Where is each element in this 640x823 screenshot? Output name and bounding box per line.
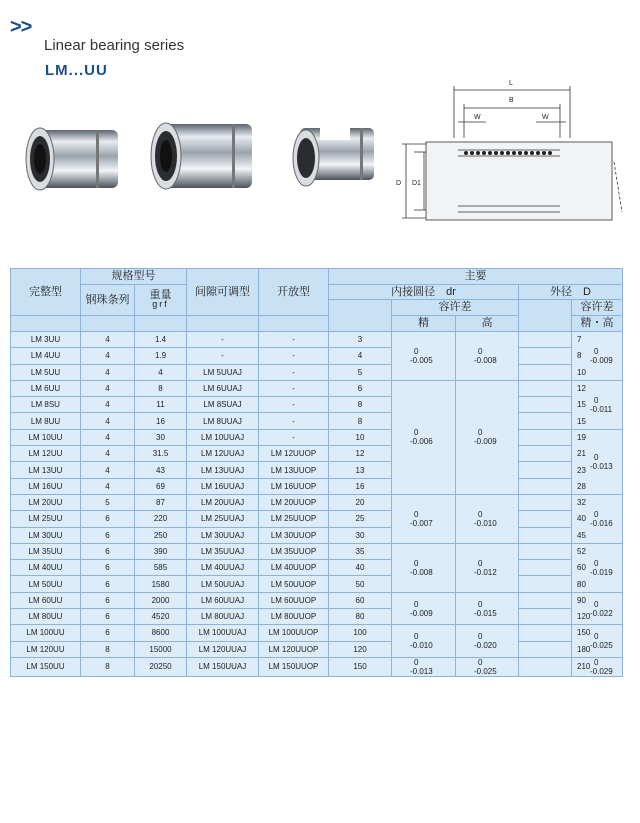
series-title: Linear bearing series xyxy=(44,37,185,54)
header-tolerance: 容许差 xyxy=(392,300,519,316)
cell-ball-rows: 4 xyxy=(81,413,135,429)
table-row xyxy=(11,397,623,413)
header-weight-blank xyxy=(135,316,187,332)
table-row xyxy=(11,494,623,510)
cell-ball-rows: 5 xyxy=(81,494,135,510)
cell-ball-rows: 4 xyxy=(81,429,135,445)
cell-model: LM 150UU xyxy=(11,657,81,676)
cell-adjustable-model: - xyxy=(187,332,259,348)
tol-upper: 0 xyxy=(414,509,419,519)
cell-inner-dia: 8 xyxy=(329,397,392,413)
tol-lower: -0.009 xyxy=(474,437,497,447)
table-row xyxy=(11,348,623,364)
tol-lower: -0.025 xyxy=(590,641,613,651)
header-open-type: 开放型 xyxy=(259,269,329,316)
cell-weight: 1.9 xyxy=(135,348,187,364)
header-adjustable: 间隙可调型 xyxy=(187,269,259,316)
table-row xyxy=(11,625,623,641)
cell-outer-dia: 32 xyxy=(519,494,572,510)
cell-model: LM 35UU xyxy=(11,543,81,559)
tol-upper: 0 xyxy=(594,632,599,642)
cell-ball-rows: 4 xyxy=(81,348,135,364)
cell-outer-dia: 180 xyxy=(519,641,572,657)
table-row xyxy=(11,511,623,527)
cell-outer-dia: 210 xyxy=(519,657,572,676)
cell-open-model: LM 25UUOP xyxy=(259,511,329,527)
cell-adjustable-model: LM 150UUAJ xyxy=(187,657,259,676)
section-arrows: >> xyxy=(10,16,32,38)
cell-weight: 69 xyxy=(135,478,187,494)
tol-upper: 0 xyxy=(478,599,483,609)
cell-adjustable-model: - xyxy=(187,348,259,364)
cell-open-model: - xyxy=(259,364,329,380)
cell-ball-rows: 8 xyxy=(81,641,135,657)
header-inner-dia: 内接圆径 dr xyxy=(329,285,519,300)
cell-inner-tol-precision xyxy=(392,657,456,676)
cell-outer-dia: 7 xyxy=(519,332,572,348)
dim-label-L: L xyxy=(509,80,513,87)
cell-ball-rows: 6 xyxy=(81,609,135,625)
tol-upper: 0 xyxy=(478,632,483,642)
cell-open-model: - xyxy=(259,397,329,413)
cell-inner-tol-high xyxy=(456,543,519,592)
cell-inner-dia: 50 xyxy=(329,576,392,592)
tol-upper: 0 xyxy=(594,558,599,568)
cell-ball-rows: 6 xyxy=(81,625,135,641)
cell-inner-tol-precision xyxy=(392,592,456,625)
tol-lower: -0.015 xyxy=(474,608,497,618)
cell-inner-dia: 16 xyxy=(329,478,392,494)
tol-lower: -0.016 xyxy=(590,518,613,528)
cell-outer-dia: 90 xyxy=(519,592,572,608)
cell-outer-dia: 80 xyxy=(519,576,572,592)
cell-inner-dia: 40 xyxy=(329,560,392,576)
cell-adjustable-model: LM 25UUAJ xyxy=(187,511,259,527)
cell-inner-tol-precision xyxy=(392,625,456,658)
header-tolerance-outer: 容许差 xyxy=(572,300,623,316)
table-row xyxy=(11,429,623,445)
cell-weight: 4 xyxy=(135,364,187,380)
table-row xyxy=(11,543,623,559)
cell-ball-rows: 4 xyxy=(81,446,135,462)
cell-open-model: LM 50UUOP xyxy=(259,576,329,592)
cell-adjustable-model: LM 80UUAJ xyxy=(187,609,259,625)
cell-outer-dia: 60 xyxy=(519,560,572,576)
cell-model: LM 5UU xyxy=(11,364,81,380)
cell-model: LM 12UU xyxy=(11,446,81,462)
header-outer-dia: 外径 D xyxy=(519,285,623,300)
tol-upper: 0 xyxy=(414,632,419,642)
cell-outer-dia: 52 xyxy=(519,543,572,559)
cell-outer-dia: 40 xyxy=(519,511,572,527)
header-weight-unit: grf xyxy=(152,299,169,309)
tol-upper: 0 xyxy=(478,509,483,519)
cell-inner-dia: 30 xyxy=(329,527,392,543)
technical-drawing xyxy=(386,72,628,250)
cell-inner-dia: 120 xyxy=(329,641,392,657)
cell-adjustable-model: LM 5UUAJ xyxy=(187,364,259,380)
cell-ball-rows: 4 xyxy=(81,462,135,478)
table-row xyxy=(11,478,623,494)
cell-open-model: LM 13UUOP xyxy=(259,462,329,478)
cell-weight: 4520 xyxy=(135,609,187,625)
dim-label-W-left: W xyxy=(474,114,481,121)
cell-ball-rows: 6 xyxy=(81,511,135,527)
cell-inner-dia: 10 xyxy=(329,429,392,445)
cell-weight: 250 xyxy=(135,527,187,543)
cell-inner-dia: 13 xyxy=(329,462,392,478)
cell-adjustable-model: LM 12UUAJ xyxy=(187,446,259,462)
table-row xyxy=(11,527,623,543)
cell-open-model: LM 40UUOP xyxy=(259,560,329,576)
cell-outer-dia: 15 xyxy=(519,413,572,429)
cell-model: LM 3UU xyxy=(11,332,81,348)
cell-ball-rows: 6 xyxy=(81,592,135,608)
cell-ball-rows: 6 xyxy=(81,560,135,576)
cell-ball-rows: 6 xyxy=(81,527,135,543)
model-code: LM...UU xyxy=(45,62,108,79)
tol-lower: -0.005 xyxy=(410,355,433,365)
cell-inner-dia: 6 xyxy=(329,380,392,396)
cell-open-model: LM 12UUOP xyxy=(259,446,329,462)
cell-open-model: - xyxy=(259,380,329,396)
cell-outer-dia: 12 xyxy=(519,380,572,396)
cell-outer-dia: 8 xyxy=(519,348,572,364)
header-ball-rows: 钢珠条列 xyxy=(81,285,135,316)
table-row xyxy=(11,576,623,592)
cell-inner-dia: 8 xyxy=(329,413,392,429)
cell-model: LM 30UU xyxy=(11,527,81,543)
tol-upper: 0 xyxy=(414,657,419,667)
cell-adjustable-model: LM 100UUAJ xyxy=(187,625,259,641)
cell-inner-dia: 60 xyxy=(329,592,392,608)
header-open-blank xyxy=(259,316,329,332)
cell-model: LM 10UU xyxy=(11,429,81,445)
tol-lower: -0.019 xyxy=(590,567,613,577)
tol-upper: 0 xyxy=(478,428,483,438)
cell-open-model: - xyxy=(259,348,329,364)
table-row xyxy=(11,364,623,380)
cell-adjustable-model: LM 6UUAJ xyxy=(187,380,259,396)
cell-outer-dia: 150 xyxy=(519,625,572,641)
cell-inner-dia: 4 xyxy=(329,348,392,364)
cell-open-model: LM 100UUOP xyxy=(259,625,329,641)
cell-ball-rows: 4 xyxy=(81,364,135,380)
tol-lower: -0.022 xyxy=(590,608,613,618)
cell-weight: 2000 xyxy=(135,592,187,608)
tol-upper: 0 xyxy=(594,452,599,462)
cell-open-model: LM 20UUOP xyxy=(259,494,329,510)
dim-label-W-right: W xyxy=(542,114,549,121)
cell-weight: 16 xyxy=(135,413,187,429)
cell-ball-rows: 6 xyxy=(81,576,135,592)
table-row xyxy=(11,332,623,348)
tol-upper: 0 xyxy=(594,346,599,356)
header-dr-blank xyxy=(329,300,392,332)
cell-model: LM 16UU xyxy=(11,478,81,494)
tol-lower: -0.008 xyxy=(410,567,433,577)
cell-open-model: LM 35UUOP xyxy=(259,543,329,559)
cell-open-model: LM 80UUOP xyxy=(259,609,329,625)
header-complete-type: 完整型 xyxy=(11,269,81,316)
table-row xyxy=(11,462,623,478)
table-row xyxy=(11,592,623,608)
header-D-blank xyxy=(519,300,572,332)
cell-inner-dia: 150 xyxy=(329,657,392,676)
spec-table-body xyxy=(11,332,623,677)
cell-ball-rows: 8 xyxy=(81,657,135,676)
tol-upper: 0 xyxy=(478,346,483,356)
cell-ball-rows: 4 xyxy=(81,397,135,413)
tol-upper: 0 xyxy=(414,558,419,568)
bearing-photo-closed xyxy=(26,128,118,190)
cell-model: LM 40UU xyxy=(11,560,81,576)
cell-adjustable-model: LM 60UUAJ xyxy=(187,592,259,608)
cell-outer-dia: 15 xyxy=(519,397,572,413)
cell-inner-tol-high xyxy=(456,332,519,381)
tol-lower: -0.009 xyxy=(410,608,433,618)
cell-inner-dia: 12 xyxy=(329,446,392,462)
cell-model: LM 50UU xyxy=(11,576,81,592)
cell-ball-rows: 6 xyxy=(81,543,135,559)
dim-label-D1: D1 xyxy=(412,180,421,187)
spec-table xyxy=(10,268,623,677)
header-spec-model: 规格型号 xyxy=(81,269,187,285)
cell-weight: 15000 xyxy=(135,641,187,657)
cell-model: LM 6UU xyxy=(11,380,81,396)
dim-label-D: D xyxy=(396,180,402,187)
cell-model: LM 13UU xyxy=(11,462,81,478)
tol-lower: -0.008 xyxy=(474,355,497,365)
tol-upper: 0 xyxy=(478,558,483,568)
header-adj-blank xyxy=(187,316,259,332)
table-row xyxy=(11,446,623,462)
cell-inner-tol-precision xyxy=(392,332,456,381)
cell-weight: 220 xyxy=(135,511,187,527)
cell-weight: 20250 xyxy=(135,657,187,676)
tol-lower: -0.029 xyxy=(590,666,613,676)
cell-adjustable-model: LM 10UUAJ xyxy=(187,429,259,445)
cell-outer-dia: 10 xyxy=(519,364,572,380)
cell-model: LM 100UU xyxy=(11,625,81,641)
header-precision-high: 精・高 xyxy=(572,316,623,332)
cell-model: LM 25UU xyxy=(11,511,81,527)
cell-inner-tol-high xyxy=(456,380,519,494)
cell-model: LM 80UU xyxy=(11,609,81,625)
cell-outer-dia: 23 xyxy=(519,462,572,478)
cell-adjustable-model: LM 13UUAJ xyxy=(187,462,259,478)
cell-adjustable-model: LM 30UUAJ xyxy=(187,527,259,543)
tol-upper: 0 xyxy=(414,428,419,438)
tol-upper: 0 xyxy=(594,599,599,609)
cell-adjustable-model: LM 35UUAJ xyxy=(187,543,259,559)
cell-weight: 390 xyxy=(135,543,187,559)
cell-model: LM 4UU xyxy=(11,348,81,364)
cell-model: LM 8UU xyxy=(11,413,81,429)
tol-lower: -0.020 xyxy=(474,641,497,651)
cell-adjustable-model: LM 120UUAJ xyxy=(187,641,259,657)
cell-inner-dia: 100 xyxy=(329,625,392,641)
cell-inner-dia: 80 xyxy=(329,609,392,625)
cell-model: LM 8SU xyxy=(11,397,81,413)
tol-lower: -0.007 xyxy=(410,518,433,528)
table-row xyxy=(11,413,623,429)
dim-label-B: B xyxy=(509,97,514,104)
header-main: 主要 xyxy=(329,269,623,285)
tol-upper: 0 xyxy=(414,599,419,609)
tol-upper: 0 xyxy=(594,395,599,405)
table-row xyxy=(11,641,623,657)
header-precision: 精 xyxy=(392,316,456,332)
cell-outer-dia: 28 xyxy=(519,478,572,494)
cell-weight: 8600 xyxy=(135,625,187,641)
tol-upper: 0 xyxy=(414,346,419,356)
cell-adjustable-model: LM 8SUAJ xyxy=(187,397,259,413)
tol-lower: -0.012 xyxy=(474,567,497,577)
cell-inner-tol-precision xyxy=(392,494,456,543)
cell-inner-dia: 5 xyxy=(329,364,392,380)
table-row xyxy=(11,657,623,676)
tol-lower: -0.009 xyxy=(590,355,613,365)
cell-inner-dia: 35 xyxy=(329,543,392,559)
cell-inner-tol-high xyxy=(456,494,519,543)
cell-inner-dia: 20 xyxy=(329,494,392,510)
cell-open-model: LM 30UUOP xyxy=(259,527,329,543)
cell-weight: 31.5 xyxy=(135,446,187,462)
header-high: 高 xyxy=(456,316,519,332)
cell-outer-dia: 45 xyxy=(519,527,572,543)
cell-outer-dia: 19 xyxy=(519,429,572,445)
cell-inner-tol-high xyxy=(456,592,519,625)
cell-model: LM 20UU xyxy=(11,494,81,510)
cell-ball-rows: 4 xyxy=(81,380,135,396)
tol-lower: -0.013 xyxy=(590,461,613,471)
tol-upper: 0 xyxy=(478,657,483,667)
tol-lower: -0.013 xyxy=(410,666,433,676)
cell-model: LM 120UU xyxy=(11,641,81,657)
cell-outer-dia: 21 xyxy=(519,446,572,462)
header-balls-blank xyxy=(81,316,135,332)
cell-adjustable-model: LM 8UUAJ xyxy=(187,413,259,429)
tol-upper: 0 xyxy=(594,657,599,667)
table-row xyxy=(11,380,623,396)
cell-weight: 11 xyxy=(135,397,187,413)
bearing-photo-open xyxy=(293,126,374,186)
tol-lower: -0.006 xyxy=(410,437,433,447)
cell-ball-rows: 4 xyxy=(81,478,135,494)
cell-inner-tol-precision xyxy=(392,543,456,592)
cell-open-model: - xyxy=(259,332,329,348)
cell-weight: 43 xyxy=(135,462,187,478)
bearing-photo-adjustable xyxy=(151,123,252,189)
cell-weight: 87 xyxy=(135,494,187,510)
header-complete-blank xyxy=(11,316,81,332)
cell-outer-dia: 120 xyxy=(519,609,572,625)
cell-adjustable-model: LM 50UUAJ xyxy=(187,576,259,592)
cell-open-model: LM 150UUOP xyxy=(259,657,329,676)
cell-inner-tol-high xyxy=(456,657,519,676)
table-row xyxy=(11,609,623,625)
cell-inner-dia: 3 xyxy=(329,332,392,348)
cell-inner-tol-precision xyxy=(392,380,456,494)
table-row xyxy=(11,560,623,576)
cell-weight: 1.4 xyxy=(135,332,187,348)
tol-lower: -0.025 xyxy=(474,666,497,676)
header-weight xyxy=(135,285,187,316)
cell-open-model: LM 120UUOP xyxy=(259,641,329,657)
cell-open-model: - xyxy=(259,413,329,429)
bearing-photos xyxy=(10,108,380,218)
tol-lower: -0.010 xyxy=(474,518,497,528)
cell-adjustable-model: LM 20UUAJ xyxy=(187,494,259,510)
cell-inner-dia: 25 xyxy=(329,511,392,527)
cell-open-model: - xyxy=(259,429,329,445)
cell-weight: 585 xyxy=(135,560,187,576)
tol-lower: -0.010 xyxy=(410,641,433,651)
cell-open-model: LM 16UUOP xyxy=(259,478,329,494)
header-weight-label: 重量 xyxy=(149,289,172,301)
cell-adjustable-model: LM 16UUAJ xyxy=(187,478,259,494)
cell-inner-tol-high xyxy=(456,625,519,658)
cell-open-model: LM 60UUOP xyxy=(259,592,329,608)
cell-weight: 1580 xyxy=(135,576,187,592)
cell-weight: 30 xyxy=(135,429,187,445)
cell-model: LM 60UU xyxy=(11,592,81,608)
tol-upper: 0 xyxy=(594,509,599,519)
cell-ball-rows: 4 xyxy=(81,332,135,348)
cell-adjustable-model: LM 40UUAJ xyxy=(187,560,259,576)
cell-weight: 8 xyxy=(135,380,187,396)
tol-lower: -0.011 xyxy=(590,404,613,414)
